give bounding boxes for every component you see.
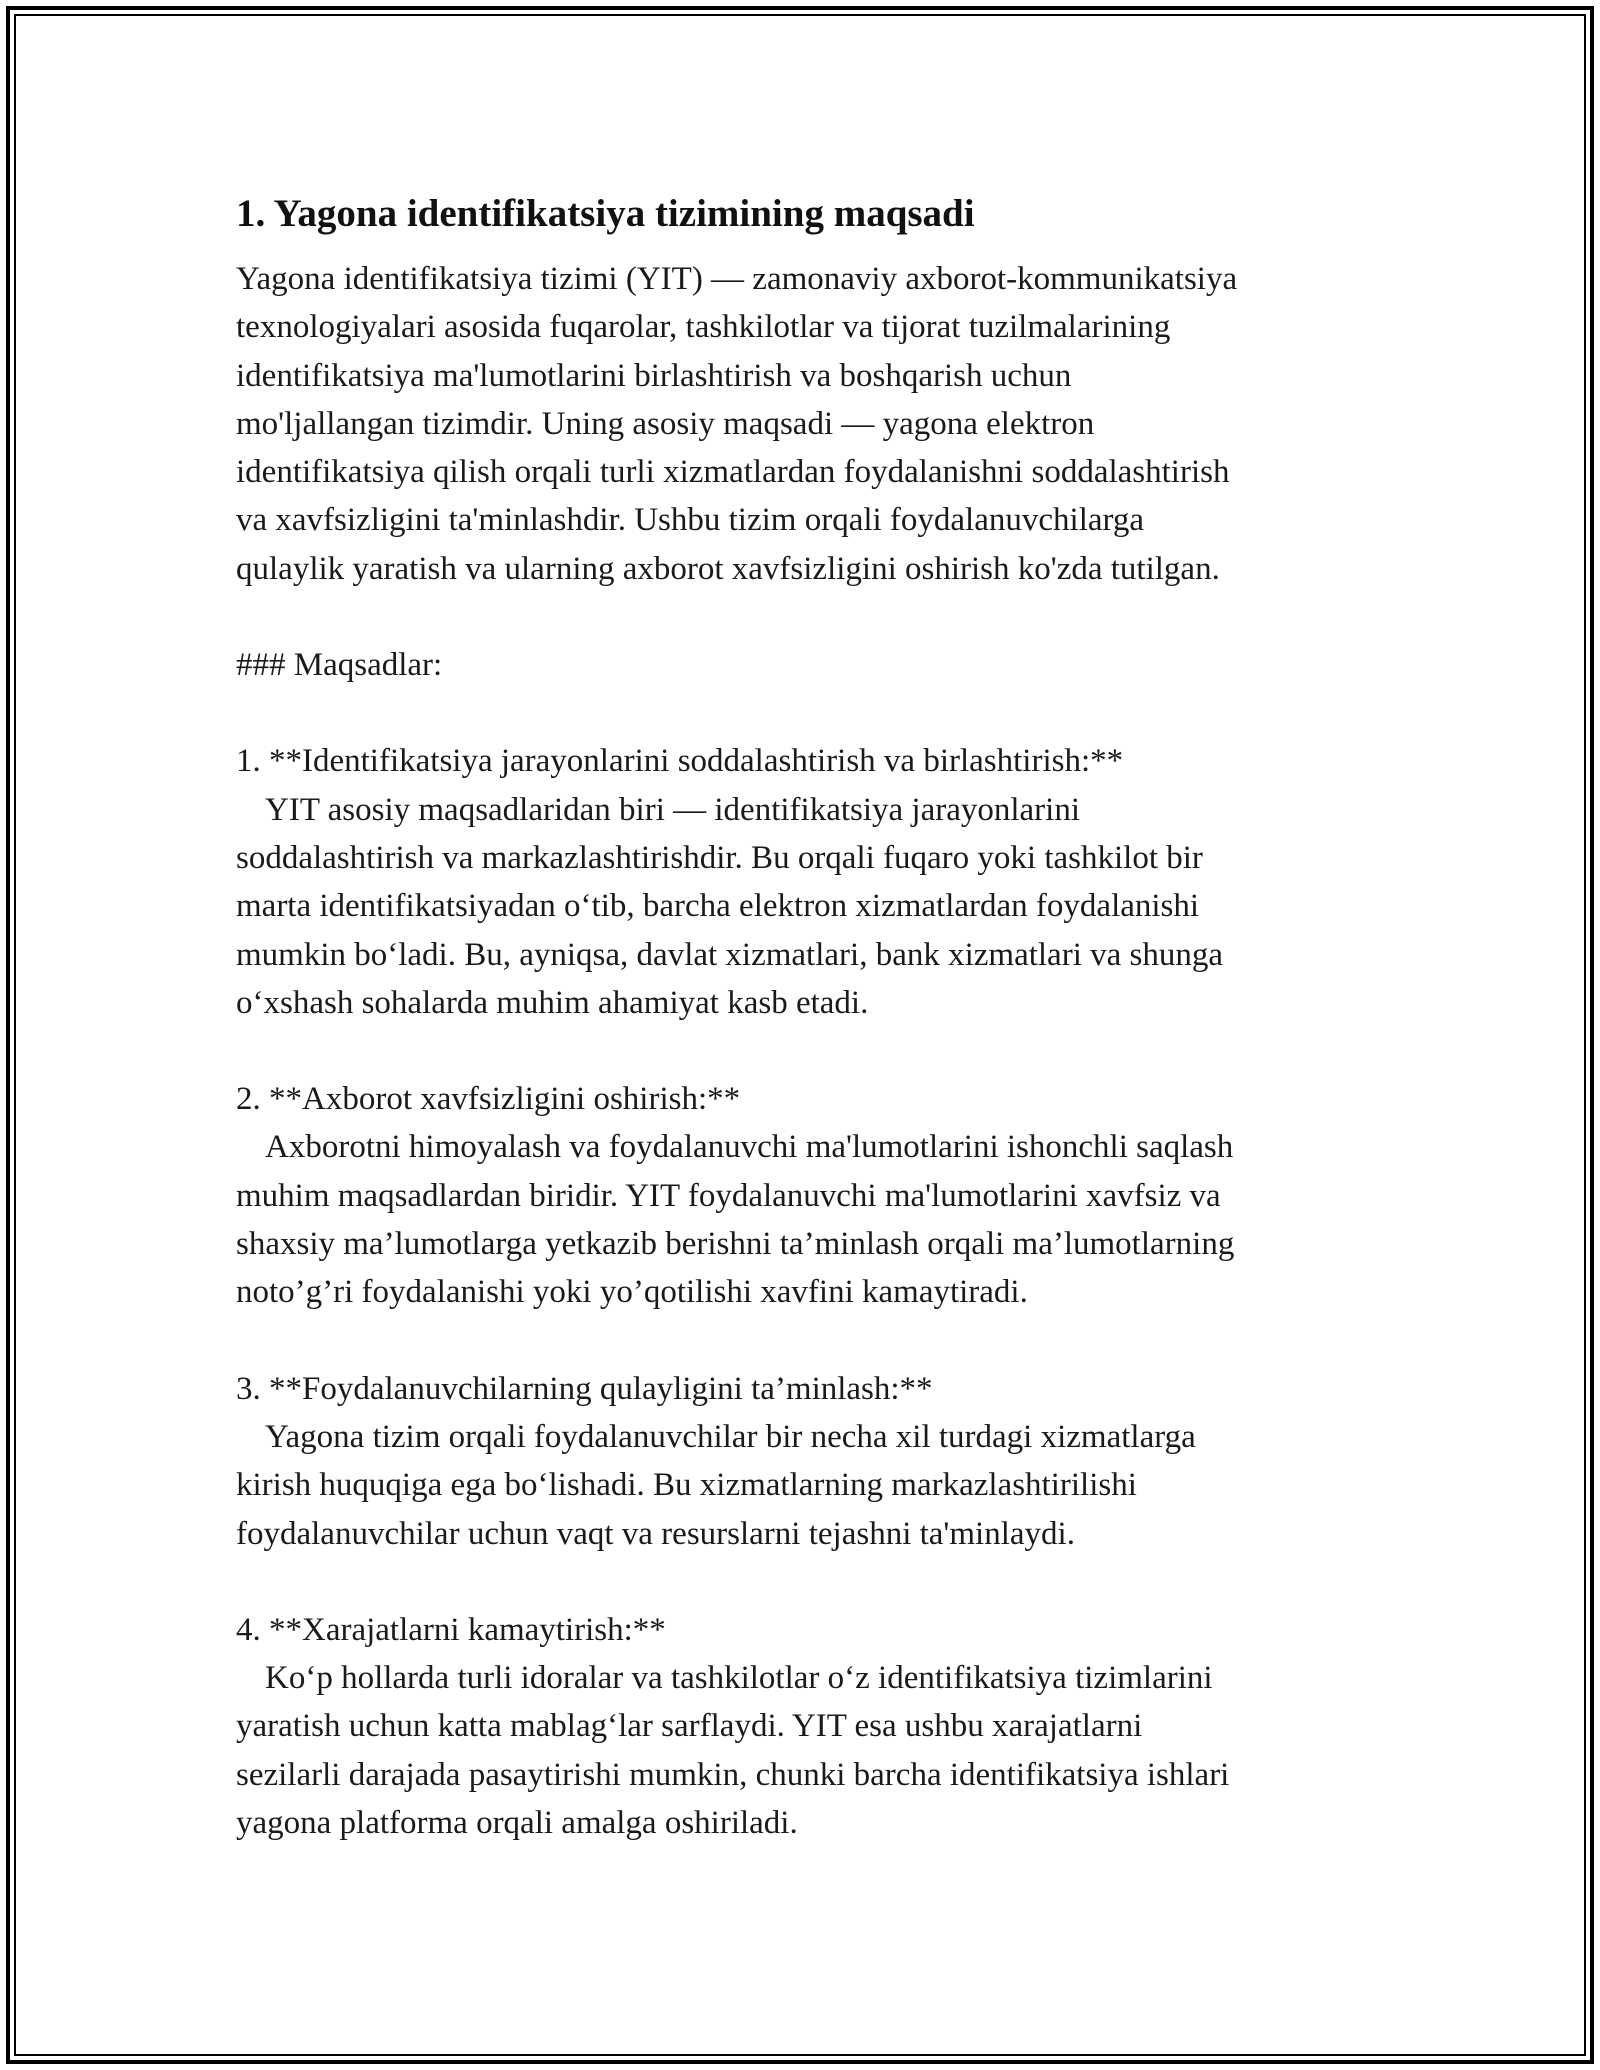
goal-first-line: Yagona tizim orqali foydalanuvchilar bir necha xil turdagi xizmatlarga bbox=[265, 1418, 1196, 1455]
goal-heading: 1. **Identifikatsiya jarayonlarini soddalashtirish va birlashtirish:** bbox=[236, 743, 1124, 780]
document-content bbox=[236, 186, 1366, 1847]
goal-text bbox=[236, 786, 1366, 1027]
goal-item-3 bbox=[236, 1365, 1366, 1558]
goal-rest: soddalashtirish va markazlashtirishdir. Bu orqali fuqaro yoki tashkilot bir marta identifikatsiyadan oʻtib, barcha elektron xizmatlardan foydalanishi mumkin boʻladi. Bu, ayniqsa, davlat xizmatlari, bank xizmatlari va shunga oʻxshash sohalarda muhim ahamiyat kasb etadi. bbox=[236, 839, 1224, 1021]
goal-rest: yaratish uchun katta mablagʻlar sarflaydi. YIT esa ushbu xarajatlarni sezilarli darajada pasaytirishi mumkin, chunki barcha identifikatsiya ishlari yagona platforma orqali amalga oshiriladi. bbox=[236, 1708, 1230, 1842]
goal-first-line: Koʻp hollarda turli idoralar va tashkilotlar oʻz identifikatsiya tizimlarini bbox=[265, 1660, 1213, 1697]
intro-paragraph: Yagona identifikatsiya tizimi (YIT) — zamonaviy axborot-kommunikatsiya texnologiyalari asosida fuqarolar, tashkilotlar va tijorat tuzilmalarining identifikatsiya ma'lumotlarini birlashtirish va boshqarish uchun mo'ljallangan tizimdir. Uning asosiy maqsadi — yagona elektron identifikatsiya qilish orqali turli xizmatlardan foydalanishni soddalashtirish va xavfsizligini ta'minlashdir. Ushbu tizim orqali foydalanuvchilarga qulaylik yaratish va ularning axborot xavfsizligini oshirish ko'zda tutilgan. bbox=[236, 261, 1238, 587]
document-title: 1. Yagona identifikatsiya tizimining maqsadi bbox=[236, 192, 975, 235]
goal-text bbox=[236, 1654, 1366, 1847]
goal-item-4 bbox=[236, 1606, 1366, 1847]
goal-rest: kirish huquqiga ega boʻlishadi. Bu xizmatlarning markazlashtirilishi foydalanuvchilar uchun vaqt va resurslarni tejashni ta'minlaydi. bbox=[236, 1467, 1137, 1552]
goal-first-line: YIT asosiy maqsadlaridan biri — identifikatsiya jarayonlarini bbox=[265, 791, 1081, 828]
section-heading: ### Maqsadlar: bbox=[236, 647, 443, 684]
goal-item-1 bbox=[236, 737, 1366, 1027]
goal-heading: 2. **Axborot xavfsizligini oshirish:** bbox=[236, 1081, 741, 1118]
goal-rest: muhim maqsadlardan biridir. YIT foydalanuvchi ma'lumotlarini xavfsiz va shaxsiy ma’lumotlarga yetkazib berishni ta’minlash orqali ma’lumotlarning noto’g’ri foydalanishi yoki yo’qotilishi xavfini kamaytiradi. bbox=[236, 1177, 1235, 1311]
goal-heading: 3. **Foydalanuvchilarning qulayligini ta’minlash:** bbox=[236, 1370, 933, 1407]
goal-text bbox=[236, 1413, 1366, 1558]
goal-item-2 bbox=[236, 1075, 1366, 1316]
goal-text bbox=[236, 1123, 1366, 1316]
goal-heading: 4. **Xarajatlarni kamaytirish:** bbox=[236, 1611, 666, 1648]
goal-first-line: Axborotni himoyalash va foydalanuvchi ma'lumotlarini ishonchli saqlash bbox=[265, 1129, 1234, 1166]
